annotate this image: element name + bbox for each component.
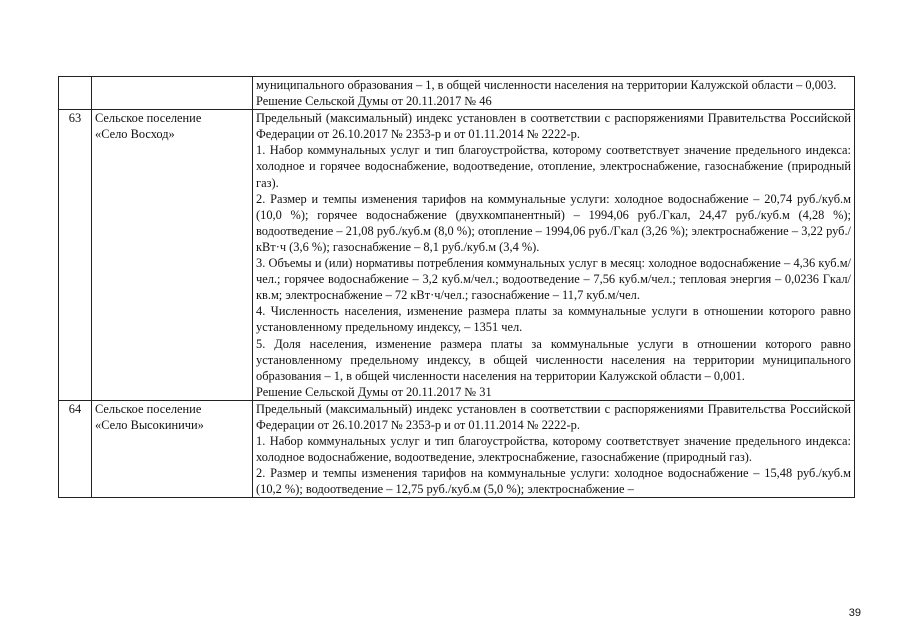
index-paragraph: 1. Набор коммунальных услуг и тип благоустройства, которому соответствует значение предельного индекса: холодное водоснабжение, водоотведение, электроснабжение, газоснабжение (природный газ). [256, 434, 851, 465]
duma-decision-reference: Решение Сельской Думы от 20.11.2017 № 31 [256, 384, 492, 399]
table-row [59, 110, 855, 401]
duma-decision-reference: Решение Сельской Думы от 20.11.2017 № 46 [256, 94, 492, 109]
index-description-cell [253, 400, 855, 498]
settlement-name-cell [92, 110, 253, 401]
row-number-cell: 63 [59, 110, 92, 401]
settlement-name-cell [92, 400, 253, 498]
index-paragraph: 2. Размер и темпы изменения тарифов на коммунальные услуги: холодное водоснабжение – 20,74 руб./куб.м (10,0 %); горячее водоснабжение (двухкомпанентный) – 1994,06 руб./Гкал, 24,47 руб./куб.м (4,28 %); водоотведение – 21,08 руб./куб.м (8,0 %); отопление – 1994,06 руб./Гкал (3,26 %); электроснабжение – 3,22 руб./кВт·ч (3,6 %); газоснабжение – 8,1 руб./куб.м (3,4 %). [256, 191, 851, 254]
table-row [59, 400, 855, 498]
row-number-cell [59, 77, 92, 110]
index-paragraph: муниципального образования – 1, в общей численности населения на территории Калужской области – 0,003. [256, 78, 837, 92]
index-description-cell [253, 110, 855, 401]
index-paragraph: 3. Объемы и (или) нормативы потребления коммунальных услуг в месяц: холодное водоснабжение – 4,36 куб.м/чел.; горячее водоснабжение – 3,2 куб.м/чел.; водоотведение – 7,56 куб.м/чел.; тепловая энергия – 0,0236 Гкал/кв.м; электроснабжение – 72 кВт·ч/чел.; газоснабжение – 11,7 куб.м/чел. [256, 256, 851, 303]
index-paragraph: 1. Набор коммунальных услуг и тип благоустройства, которому соответствует значение предельного индекса: холодное и горячее водоснабжение, водоотведение, отопление, электроснабжение, газоснабжение (природный газ). [256, 143, 851, 190]
index-paragraph: 4. Численность населения, изменение размера платы за коммунальные услуги в отношении которого равно установленному предельному индексу, – 1351 чел. [256, 304, 851, 335]
index-paragraph: 2. Размер и темпы изменения тарифов на коммунальные услуги: холодное водоснабжение – 15,48 руб./куб.м (10,2 %); водоотведение – 12,75 руб./куб.м (5,0 %); электроснабжение – [256, 466, 851, 497]
tariff-table [58, 76, 855, 498]
index-description-cell [253, 77, 855, 110]
settlement-name-line: Сельское поселение [95, 401, 202, 416]
index-paragraph: Предельный (максимальный) индекс установлен в соответствии с распоряжениями Правительства Российской Федерации от 26.10.2017 № 2353-р и от 01.11.2014 № 2222-р. [256, 111, 851, 142]
index-paragraph: 5. Доля населения, изменение размера платы за коммунальные услуги в отношении которого равно установленному предельному индексу, в общей численности населения на территории муниципального образования – 1, в общей численности населения на территории Калужской области – 0,001. [256, 336, 851, 383]
index-paragraph: Предельный (максимальный) индекс установлен в соответствии с распоряжениями Правительства Российской Федерации от 26.10.2017 № 2353-р и от 01.11.2014 № 2222-р. [256, 401, 851, 432]
table-body [59, 77, 855, 498]
settlement-name-line: «Село Восход» [95, 127, 175, 142]
settlement-name-line: «Село Высокиничи» [95, 417, 204, 432]
page-number: 39 [848, 607, 861, 619]
settlement-name-cell [92, 77, 253, 110]
settlement-name-line: Сельское поселение [95, 111, 202, 126]
row-number-cell: 64 [59, 400, 92, 498]
table-row [59, 77, 855, 110]
